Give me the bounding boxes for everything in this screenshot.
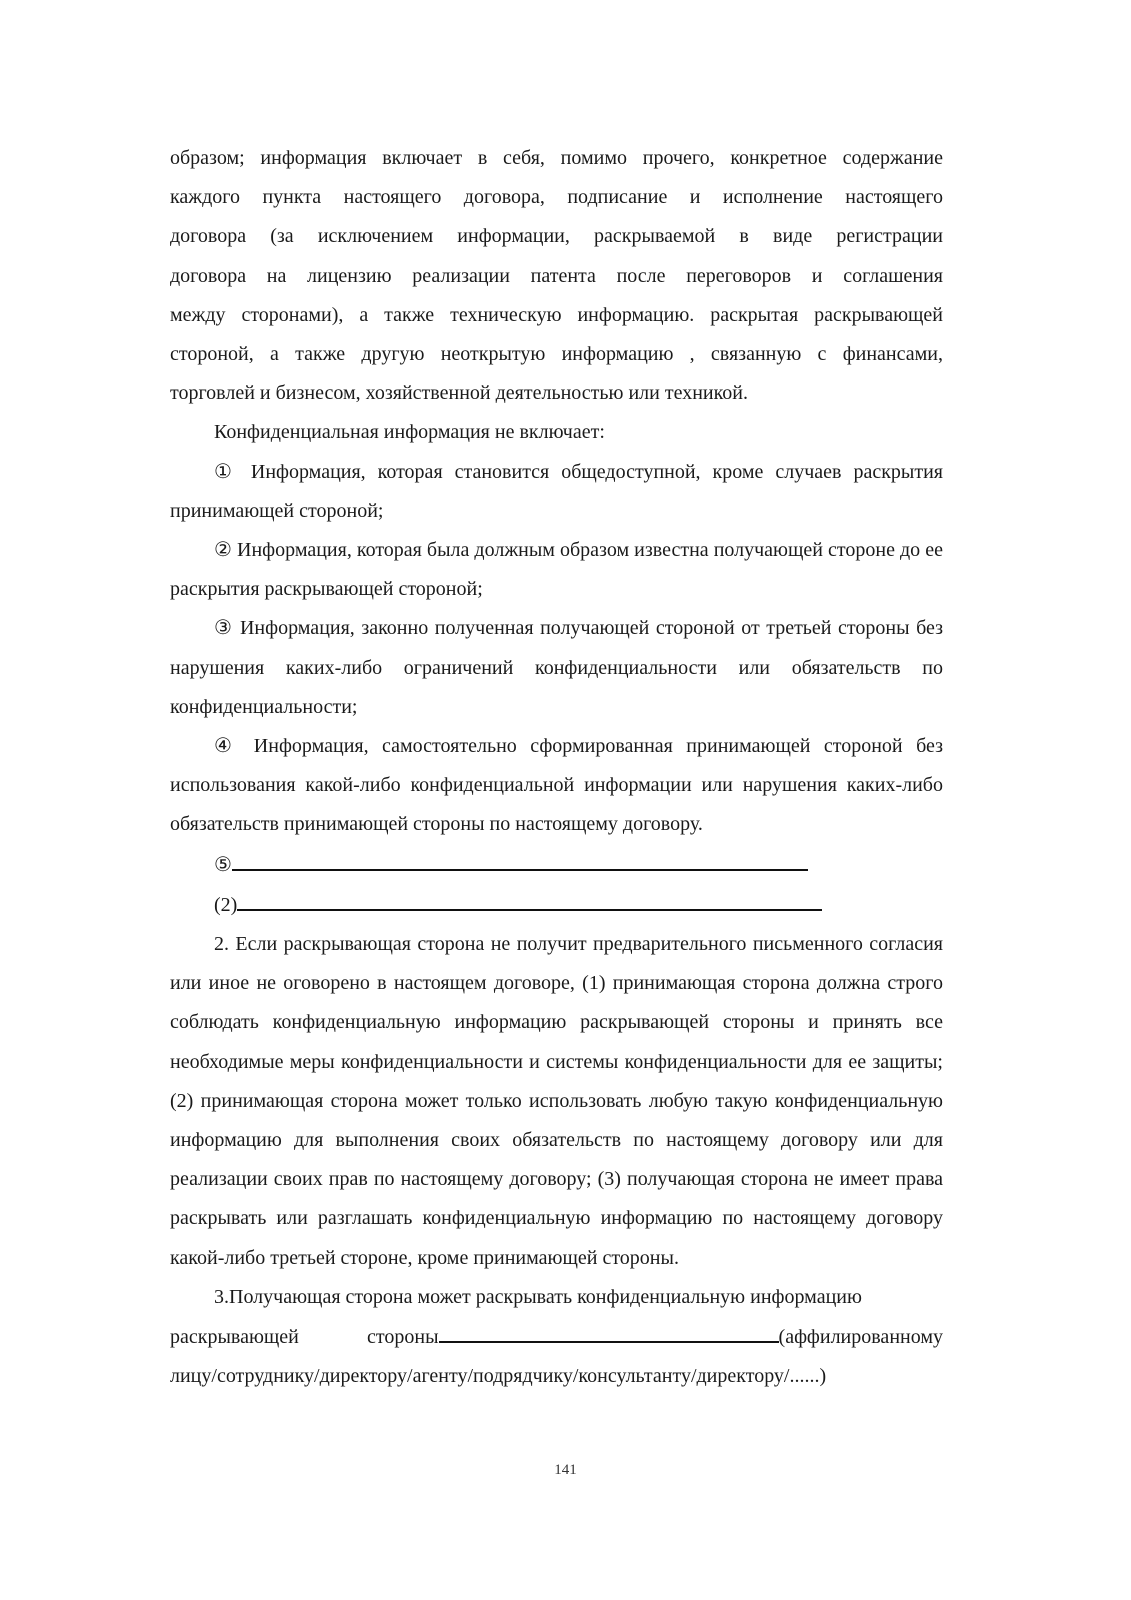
clause-3-line: лицу/сотруднику/директору/агенту/подрядчику/консультанту/директору/......) [170, 1365, 827, 1388]
clause-3-word-group [367, 1317, 943, 1357]
page-number: 141 [554, 1462, 577, 1478]
clause-3-word: стороны [367, 1326, 439, 1349]
blank-item-2 [170, 885, 943, 925]
blank-item-marker: (2) [214, 893, 238, 916]
text-line: стороной, а также другую неоткрытую информацию , связанную с финансами, [170, 343, 943, 366]
blank-item-marker: ⑤ [214, 853, 232, 876]
clause-2: 2. Если раскрывающая сторона не получит предварительного письменного согласия или иное не оговорено в настоящем договоре, (1) принимающая сторона должна строго соблюдать конфиденциальную информацию раскрывающей стороны и принять все необходимые меры конфиденциальности и системы конфиденциальности для ее защиты; (2) принимающая сторона может только использовать любую такую конфиденциальную информацию для выполнения своих обязательств по настоящему договору или для реализации своих прав по настоящему договору; (3) получающая сторона не имеет права раскрывать или разглашать конфиденциальную информацию по настоящему договору какой-либо третьей стороне, кроме принимающей стороны. [170, 933, 943, 1269]
text-line: торговлей и бизнесом, хозяйственной деятельностью или техникой. [170, 382, 749, 405]
document-body [170, 139, 943, 1397]
exclusion-item-3: ③ Информация, законно полученная получающей стороной от третьей стороны без нарушения каких-либо ограничений конфиденциальности или обязательств по конфиденциальности; [170, 617, 943, 718]
text-line: договора (за исключением информации, раскрываемой в виде регистрации [170, 225, 943, 248]
text-line: каждого пункта настоящего договора, подписание и исполнение настоящего [170, 186, 943, 209]
text-line: образом; информация включает в себя, помимо прочего, конкретное содержание [170, 147, 943, 169]
fill-in-blank-line[interactable] [232, 845, 808, 871]
fill-in-blank-line[interactable] [237, 885, 822, 911]
text-line: между сторонами), а также техническую информацию. раскрытая раскрывающей [170, 303, 943, 326]
clause-3-line: 3.Получающая сторона может раскрывать конфиденциальную информацию [214, 1285, 862, 1308]
exclusion-item-1: ① Информация, которая становится общедоступной, кроме случаев раскрытия принимающей стороной; [170, 460, 943, 522]
clause-3-word: раскрывающей [170, 1326, 299, 1349]
exclusion-item-2: ② Информация, которая была должным образом известна получающей стороне до ее раскрытия раскрывающей стороной; [170, 539, 943, 601]
clause-3-word: (аффилированному [778, 1326, 943, 1349]
clause-3-blank-line [170, 1317, 943, 1357]
paragraph-definition [170, 139, 943, 413]
text-line: договора на лицензию реализации патента после переговоров и соглашения [170, 264, 943, 287]
fill-in-blank-line[interactable] [439, 1317, 779, 1343]
exclusions-heading: Конфиденциальная информация не включает: [214, 421, 605, 444]
exclusion-item-4: ④ Информация, самостоятельно сформированная принимающей стороной без использования какой-либо конфиденциальной информации или нарушения каких-либо обязательств принимающей стороны по настоящему договору. [170, 735, 943, 836]
blank-item-5 [170, 845, 943, 885]
